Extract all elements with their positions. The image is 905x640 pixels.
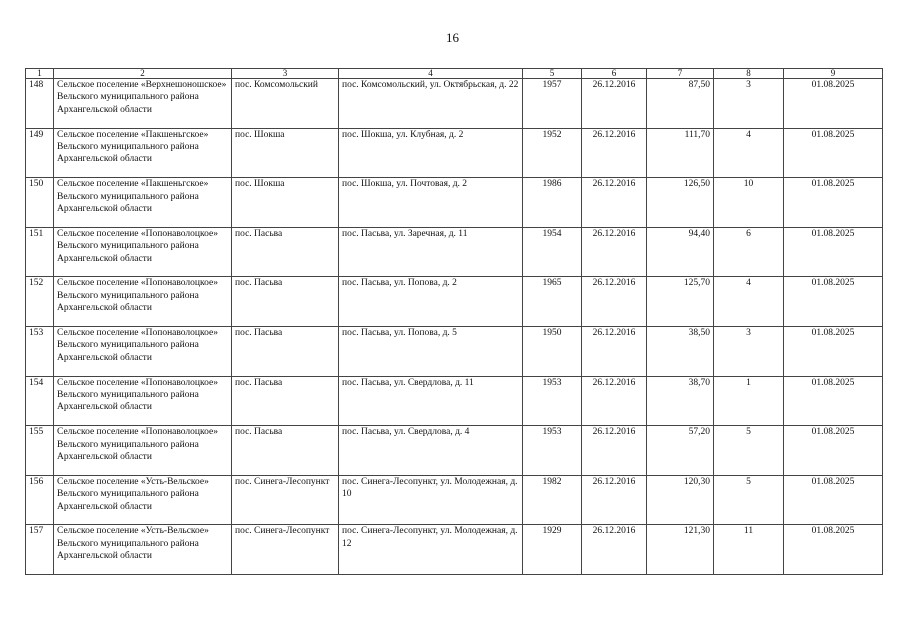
deadline-cell: 01.08.2025 [784,79,883,129]
area-cell: 126,50 [647,178,714,228]
row-number-cell: 150 [26,178,54,228]
area-cell: 120,30 [647,475,714,525]
row-number-cell: 153 [26,326,54,376]
column-header: 8 [714,69,784,79]
deadline-cell: 01.08.2025 [784,376,883,426]
table-row [26,128,883,178]
residents-cell: 5 [714,426,784,476]
year-cell: 1965 [523,277,582,327]
column-header: 2 [54,69,232,79]
column-header: 4 [339,69,523,79]
address-cell: пос. Пасьва, ул. Попова, д. 2 [339,277,523,327]
row-number-cell: 155 [26,426,54,476]
table-row [26,376,883,426]
deadline-cell: 01.08.2025 [784,426,883,476]
address-cell: пос. Комсомольский, ул. Октябрьская, д. 22 [339,79,523,129]
residents-cell: 4 [714,277,784,327]
residents-cell: 10 [714,178,784,228]
row-number-cell: 151 [26,227,54,277]
settlement-cell: Сельское поселение «Пакшеньгское» Вельского муниципального района Архангельской области [54,178,232,228]
locality-cell: пос. Шокша [232,128,339,178]
settlement-cell: Сельское поселение «Попонаволоцкое» Вельского муниципального района Архангельской области [54,326,232,376]
locality-cell: пос. Пасьва [232,326,339,376]
settlement-cell: Сельское поселение «Попонаволоцкое» Вельского муниципального района Архангельской области [54,426,232,476]
table-row [26,79,883,129]
page-number: 16 [446,30,459,45]
locality-cell: пос. Комсомольский [232,79,339,129]
row-number-cell: 154 [26,376,54,426]
deadline-cell: 01.08.2025 [784,178,883,228]
residents-cell: 11 [714,525,784,575]
locality-cell: пос. Пасьва [232,426,339,476]
date-cell: 26.12.2016 [582,128,647,178]
area-cell: 38,70 [647,376,714,426]
address-cell: пос. Шокша, ул. Клубная, д. 2 [339,128,523,178]
table-row [26,277,883,327]
settlement-cell: Сельское поселение «Попонаволоцкое» Вельского муниципального района Архангельской области [54,227,232,277]
residents-cell: 3 [714,326,784,376]
area-cell: 38,50 [647,326,714,376]
deadline-cell: 01.08.2025 [784,227,883,277]
address-cell: пос. Синега-Лесопункт, ул. Молодежная, д. 12 [339,525,523,575]
table-row [26,426,883,476]
date-cell: 26.12.2016 [582,326,647,376]
area-cell: 57,20 [647,426,714,476]
date-cell: 26.12.2016 [582,475,647,525]
date-cell: 26.12.2016 [582,227,647,277]
table-row [26,475,883,525]
locality-cell: пос. Пасьва [232,277,339,327]
year-cell: 1929 [523,525,582,575]
row-number-cell: 148 [26,79,54,129]
column-header: 9 [784,69,883,79]
locality-cell: пос. Шокша [232,178,339,228]
column-header: 5 [523,69,582,79]
address-cell: пос. Синега-Лесопункт, ул. Молодежная, д. 10 [339,475,523,525]
locality-cell: пос. Пасьва [232,227,339,277]
year-cell: 1957 [523,79,582,129]
residents-cell: 4 [714,128,784,178]
date-cell: 26.12.2016 [582,426,647,476]
date-cell: 26.12.2016 [582,178,647,228]
settlement-cell: Сельское поселение «Усть-Вельское» Вельского муниципального района Архангельской области [54,525,232,575]
deadline-cell: 01.08.2025 [784,525,883,575]
residents-cell: 1 [714,376,784,426]
area-cell: 125,70 [647,277,714,327]
settlement-cell: Сельское поселение «Верхнешоношское» Вельского муниципального района Архангельской области [54,79,232,129]
deadline-cell: 01.08.2025 [784,475,883,525]
area-cell: 121,30 [647,525,714,575]
deadline-cell: 01.08.2025 [784,326,883,376]
year-cell: 1982 [523,475,582,525]
year-cell: 1953 [523,376,582,426]
locality-cell: пос. Пасьва [232,376,339,426]
settlement-cell: Сельское поселение «Попонаволоцкое» Вельского муниципального района Архангельской области [54,376,232,426]
row-number-cell: 157 [26,525,54,575]
table-row [26,178,883,228]
residents-cell: 6 [714,227,784,277]
residents-cell: 3 [714,79,784,129]
address-cell: пос. Шокша, ул. Почтовая, д. 2 [339,178,523,228]
column-header: 7 [647,69,714,79]
date-cell: 26.12.2016 [582,79,647,129]
area-cell: 111,70 [647,128,714,178]
residents-cell: 5 [714,475,784,525]
address-cell: пос. Пасьва, ул. Свердлова, д. 4 [339,426,523,476]
year-cell: 1952 [523,128,582,178]
date-cell: 26.12.2016 [582,376,647,426]
row-number-cell: 152 [26,277,54,327]
settlement-cell: Сельское поселение «Пакшеньгское» Вельского муниципального района Архангельской области [54,128,232,178]
locality-cell: пос. Синега-Лесопункт [232,475,339,525]
table-row [26,227,883,277]
column-header: 6 [582,69,647,79]
table-row [26,525,883,575]
deadline-cell: 01.08.2025 [784,277,883,327]
column-header: 1 [26,69,54,79]
deadline-cell: 01.08.2025 [784,128,883,178]
row-number-cell: 156 [26,475,54,525]
date-cell: 26.12.2016 [582,525,647,575]
row-number-cell: 149 [26,128,54,178]
area-cell: 94,40 [647,227,714,277]
year-cell: 1986 [523,178,582,228]
housing-registry-table [25,68,883,575]
table-row [26,326,883,376]
column-number-header-row [26,69,883,79]
address-cell: пос. Пасьва, ул. Свердлова, д. 11 [339,376,523,426]
locality-cell: пос. Синега-Лесопункт [232,525,339,575]
year-cell: 1954 [523,227,582,277]
area-cell: 87,50 [647,79,714,129]
year-cell: 1950 [523,326,582,376]
settlement-cell: Сельское поселение «Усть-Вельское» Вельского муниципального района Архангельской области [54,475,232,525]
address-cell: пос. Пасьва, ул. Попова, д. 5 [339,326,523,376]
address-cell: пос. Пасьва, ул. Заречная, д. 11 [339,227,523,277]
date-cell: 26.12.2016 [582,277,647,327]
column-header: 3 [232,69,339,79]
year-cell: 1953 [523,426,582,476]
settlement-cell: Сельское поселение «Попонаволоцкое» Вельского муниципального района Архангельской области [54,277,232,327]
